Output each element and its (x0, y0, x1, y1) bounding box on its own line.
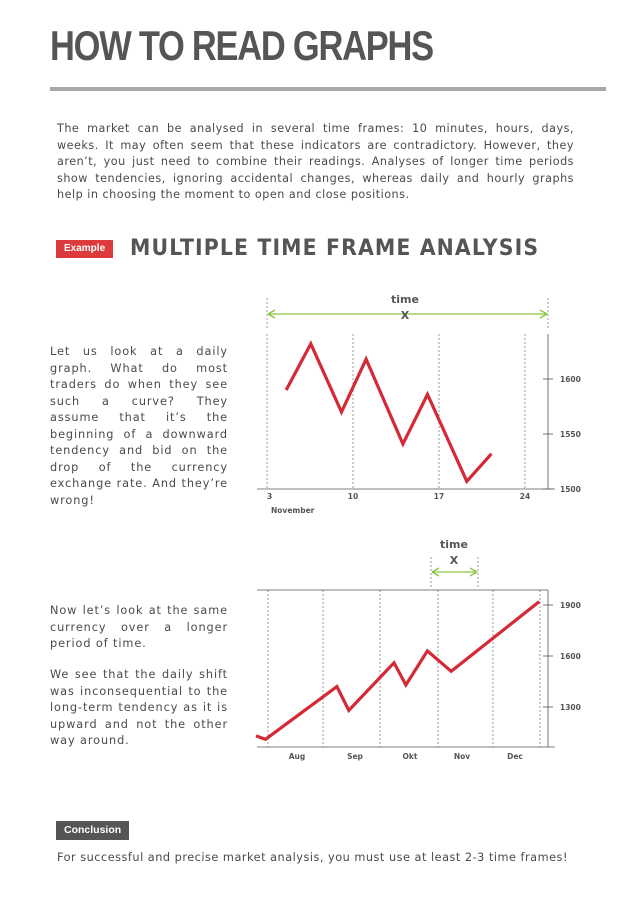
conclusion-tag: Conclusion (56, 821, 129, 840)
x-tick-label: Sep (347, 752, 363, 761)
time-label: time (391, 293, 419, 306)
x-tick-label: Aug (288, 752, 306, 761)
daily-price-line (286, 344, 491, 482)
long-term-tendency-paragraph: We see that the daily shift was inconsequential to the long-term tendency as it is upward and not the other way around. (50, 668, 228, 747)
page-title: HOW TO READ GRAPHS (50, 22, 433, 69)
y-tick-label: 1500 (560, 485, 581, 494)
y-tick-label: 1300 (560, 703, 581, 712)
intro-paragraph: The market can be analysed in several time frames: 10 minutes, hours, days, weeks. It may often seem that these indicators are contradictory. However, they aren’t, you just need to combine their readings. Analyses of longer time periods show tendencies, ignoring accidental changes, whereas daily and hourly graphs help in choosing the moment to open and close positions. (57, 122, 574, 201)
y-tick-label: 1600 (560, 375, 581, 384)
x-tick-label: 17 (433, 492, 445, 501)
longer-period-paragraph: Now let’s look at the same currency over a longer period of time. (50, 604, 228, 650)
daily-graph-paragraph: Let us look at a daily graph. What do most traders do when they see such a curve? They assume that it’s the beginning of a downward tendency and bid on the drop of the currency exchange rate. And they’re wrong! (50, 345, 228, 507)
x-tick-label: 3 (267, 492, 273, 501)
x-tick-label: Nov (453, 752, 471, 761)
y-tick-label: 1550 (560, 430, 581, 439)
y-tick-label: 1600 (560, 652, 581, 661)
time-label: time (440, 538, 468, 551)
conclusion-text: For successful and precise market analysis, you must use at least 2-3 time frames! (57, 851, 568, 864)
section-heading: MULTIPLE TIME FRAME ANALYSIS (130, 236, 540, 261)
time-marker-x: X (400, 309, 410, 322)
long-term-price-line (256, 602, 539, 740)
x-unit-label: November (271, 506, 315, 515)
x-tick-label: 10 (347, 492, 359, 501)
example-tag: Example (56, 240, 113, 258)
time-marker-x: X (449, 554, 459, 567)
x-tick-label: Okt (402, 752, 418, 761)
x-tick-label: Dec (507, 752, 523, 761)
x-tick-label: 24 (519, 492, 531, 501)
y-tick-label: 1900 (560, 601, 581, 610)
